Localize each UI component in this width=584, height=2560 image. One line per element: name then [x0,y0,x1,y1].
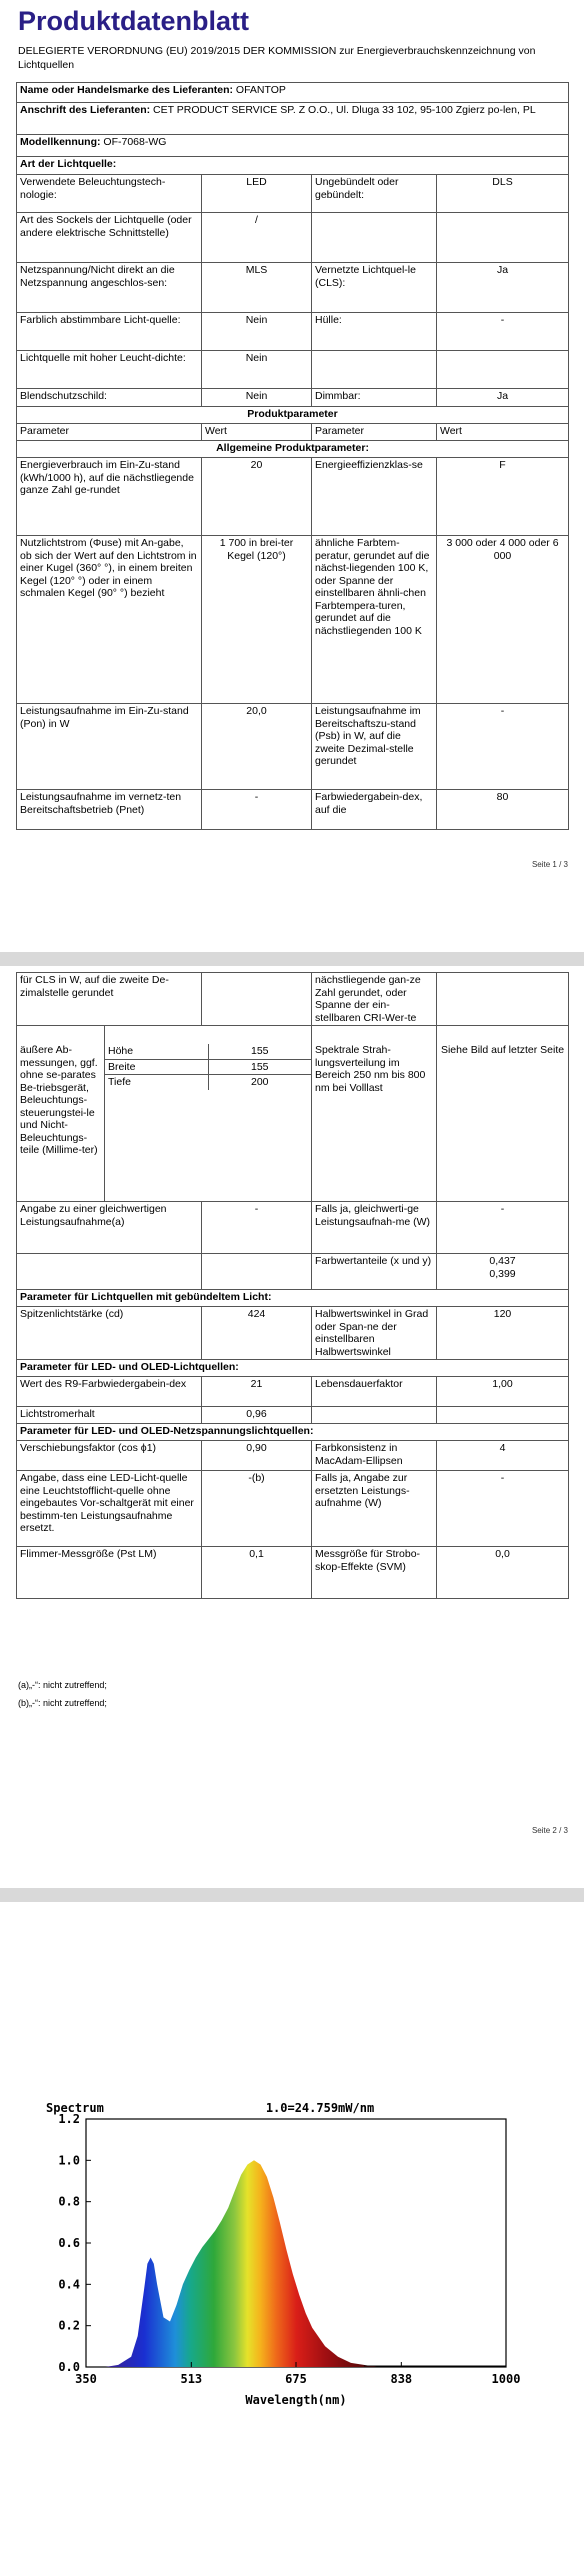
chroma-x: 0,437 [489,1255,516,1267]
regulation-intro: DELEGIERTE VERORDNUNG (EU) 2019/2015 DER KOMMISSION zur Energieverbrauchskennzeichnung von Lichtquellen [18,45,536,71]
dimension-key: Höhe [105,1044,208,1059]
cell-value-right [437,213,569,263]
dimensions-row [17,1026,569,1202]
params-table-continued [16,972,569,1599]
cell-label: Flimmer-Messgröße (Pst LM) [17,1547,202,1599]
type-row [17,389,569,407]
address-row [17,103,569,135]
cell-label: Art des Sockels der Lichtquelle (oder andere elektrische Schnittstelle) [17,213,202,263]
cell-value-right: 80 [437,790,569,830]
column-header: Parameter [312,424,437,441]
cell-label: Netzspannung/Nicht direkt an die Netzspannung angeschlos-sen: [17,263,202,313]
cell-label: Spitzenlichtstärke (cd) [17,1307,202,1360]
spectral-label: Spektrale Strah-lungsverteilung im Bereich 250 nm bis 800 nm bei Volllast [312,1026,437,1202]
cell-value-right: - [437,1471,569,1547]
cell-label-right: ähnliche Farbtem-peratur, gerundet auf die nächst-liegenden 100 K, oder Spanne der einstellbaren ähnli-chen Farbtempera-turen, gerundet auf die nächstliegenden 100 K [312,536,437,704]
cell-label-right: Messgröße für Strobo-skop-Effekte (SVM) [312,1547,437,1599]
supplier-value: OFANTOP [235,84,286,96]
page-number: Seite 2 / 3 [531,1826,568,1835]
param-row [17,1407,569,1424]
cell-value: -(b) [202,1471,312,1547]
cell-value: 20,0 [202,704,312,790]
dimension-row [105,1044,311,1059]
general-header: Allgemeine Produktparameter: [17,441,569,458]
cell-value-right [437,973,569,1026]
param-row [17,1377,569,1407]
page-2 [0,966,584,1888]
model-row [17,135,569,157]
footnote-a: (a)„-“: nicht zutreffend; [18,1680,107,1690]
cell-value: - [202,1202,312,1254]
spectrum-area-layer [105,2160,506,2367]
cell-value: MLS [202,263,312,313]
x-tick-label: 675 [285,2372,307,2386]
cell-label: Nutzlichtstrom (Φuse) mit An-gabe, ob sich der Wert auf den Lichtstrom in einer Kugel (360° °), in einem breiten Kegel (120° °) oder in einem schmalen Kegel (90° °) bezieht [17,536,202,704]
cell-value-right [437,1254,569,1290]
cell-label: Leistungsaufnahme im Ein-Zu-stand (Pon) in W [17,704,202,790]
param-row [17,1307,569,1360]
y-tick-label: 0.6 [58,2236,80,2250]
cell-value-right: - [437,1202,569,1254]
cell-value: 20 [202,458,312,536]
cell-value-right: DLS [437,175,569,213]
cell-label: Angabe zu einer gleichwertigen Leistungsaufnahme(a) [17,1202,202,1254]
cell-label-right: Halbwertswinkel in Grad oder Span-ne der einstellbaren Halbwertswinkel [312,1307,437,1360]
cell-label-right: Vernetzte Lichtquel-le (CLS): [312,263,437,313]
page-number: Seite 1 / 3 [531,860,568,869]
cell-label: Verschiebungsfaktor (cos ϕ1) [17,1441,202,1471]
page-title: Produktdatenblatt [18,6,250,36]
param-row [17,790,569,830]
address-label: Anschrift des Lieferanten: [20,104,151,116]
spectrum-chart [0,2094,584,2434]
cell-value: 0,1 [202,1547,312,1599]
type-row [17,313,569,351]
cell-label: für CLS in W, auf die zweite De-zimalstelle gerundet [17,973,202,1026]
cell-label-right: Energieeffizienzklas-se [312,458,437,536]
cell-value-right: 120 [437,1307,569,1360]
page-3 [0,1902,584,2560]
param-row [17,704,569,790]
cell-label-right: Leistungsaufnahme im Bereitschaftszu-stand (Psb) in W, auf die zweite Dezimal-stelle gerundet [312,704,437,790]
cell-value: Nein [202,389,312,407]
chroma-y: 0,399 [489,1267,516,1280]
type-header: Art der Lichtquelle: [17,157,569,175]
cell-label-right: Farbkonsistenz in MacAdam-Ellipsen [312,1441,437,1471]
param-header: Produktparameter [17,407,569,424]
y-tick-label: 0.8 [58,2194,80,2209]
type-row [17,263,569,313]
column-header: Wert [202,424,312,441]
y-tick-label: 1.0 [58,2153,80,2168]
cell-label-right [312,1407,437,1424]
column-header: Parameter [17,424,202,441]
cell-value: 0,96 [202,1407,312,1424]
dimension-value: 155 [208,1044,311,1059]
page-1 [0,0,584,952]
x-tick-label: 1000 [491,2372,521,2386]
param-row [17,1547,569,1599]
cell-value-right: Ja [437,389,569,407]
led-header: Parameter für LED- und OLED-Lichtquellen: [17,1360,569,1377]
y-tick-label: 0.0 [58,2360,80,2374]
cell-label: Verwendete Beleuchtungstech-nologie: [17,175,202,213]
spectral-value: Siehe Bild auf letzter Seite [437,1026,569,1202]
cell-label: Lichtquelle mit hoher Leucht-dichte: [17,351,202,389]
cell-value: 21 [202,1377,312,1407]
cell-label-right: nächstliegende gan-ze Zahl gerundet, oder Spanne der ein-stellbaren CRI-Wer-te [312,973,437,1026]
cell-label-right [312,213,437,263]
param-row [17,536,569,704]
dimension-row [105,1075,311,1090]
cell-value-right: 0,0 [437,1547,569,1599]
column-header: Wert [437,424,569,441]
cell-label-right: Farbwiedergabein-dex, auf die [312,790,437,830]
cell-label-right: Lebensdauerfaktor [312,1377,437,1407]
cell-label-right: Falls ja, Angabe zur ersetzten Leistungs-aufnahme (W) [312,1471,437,1547]
cell-label: Farblich abstimmbare Licht-quelle: [17,313,202,351]
cell-value-right: - [437,313,569,351]
cell-label-right [312,351,437,389]
cell-value: - [202,790,312,830]
x-tick-label: 350 [75,2372,97,2386]
type-row [17,175,569,213]
cell-label: Energieverbrauch im Ein-Zu-stand (kWh/1000 h), auf die nächstliegende ganze Zahl ge-rundet [17,458,202,536]
param-row [17,1254,569,1290]
cell-value-right: - [437,704,569,790]
dimension-key: Breite [105,1059,208,1075]
x-tick-label: 513 [180,2372,203,2386]
footnote-b: (b)„-“: nicht zutreffend; [18,1698,107,1708]
param-row [17,1441,569,1471]
cell-value-right [437,351,569,389]
cell-value: Nein [202,351,312,389]
type-row [17,351,569,389]
param-row [17,1202,569,1254]
cell-value-right: 3 000 oder 4 000 oder 6 000 [437,536,569,704]
dimension-value: 200 [208,1075,311,1090]
model-value: OF-7068-WG [103,136,167,148]
cell-value: 1 700 in brei-ter Kegel (120°) [202,536,312,704]
cell-label-right: Farbwertanteile (x und y) [312,1254,437,1290]
cell-label [17,1254,202,1290]
type-row [17,213,569,263]
dimensions-label: äußere Ab-messungen, ggf. ohne se-parates Be-triebsgerät, Beleuchtungs-steuerungstei-le und Nicht-Beleuchtungs-teile (Millime-ter) [17,1026,105,1202]
y-tick-label: 0.4 [58,2277,80,2292]
dimensions-table [105,1044,311,1090]
cell-label: Angabe, dass eine LED-Licht-quelle eine Leuchtstofflicht-quelle ohne eingebautes Vor-schaltgerät mit einer bestimm-ten Leistungsaufnahme ersetzt. [17,1471,202,1547]
y-tick-label: 0.2 [58,2318,80,2333]
directional-header: Parameter für Lichtquellen mit gebündeltem Licht: [17,1290,569,1307]
cell-label-right: Falls ja, gleichwerti-ge Leistungsaufnah-me (W) [312,1202,437,1254]
dimensions-cell [105,1026,312,1202]
y-tick-label: 1.2 [58,2112,80,2126]
cell-value [202,1254,312,1290]
cell-value: / [202,213,312,263]
cell-label-right: Dimmbar: [312,389,437,407]
cell-value-right: F [437,458,569,536]
column-header-row [17,424,569,441]
address-value: CET PRODUCT SERVICE SP. Z O.O., Ul. Dluga 33 102, 95-100 Zgierz po-len, PL [153,104,536,116]
supplier-row [17,83,569,103]
x-axis-label: Wavelength(nm) [245,2393,347,2407]
chart-annotation: 1.0=24.759mW/nm [265,2101,375,2115]
cell-value: 0,90 [202,1441,312,1471]
model-label: Modellkennung: [20,136,101,148]
cell-value-right: 1,00 [437,1377,569,1407]
cell-label: Lichtstromerhalt [17,1407,202,1424]
cell-label: Blendschutzschild: [17,389,202,407]
dimension-value: 155 [208,1059,311,1075]
cell-value-right [437,1407,569,1424]
param-row [17,1471,569,1547]
param-row [17,458,569,536]
cell-value-right: Ja [437,263,569,313]
param-row [17,973,569,1026]
dimension-key: Tiefe [105,1075,208,1090]
cell-value: LED [202,175,312,213]
supplier-label: Name oder Handelsmarke des Lieferanten: [20,84,233,96]
supplier-table [16,82,569,830]
cell-value: Nein [202,313,312,351]
cell-label-right: Ungebündelt oder gebündelt: [312,175,437,213]
cell-label-right: Hülle: [312,313,437,351]
cell-value: 424 [202,1307,312,1360]
cell-value-right: 4 [437,1441,569,1471]
chart-title: Spectrum [46,2101,104,2115]
mains-header: Parameter für LED- und OLED-Netzspannungslichtquellen: [17,1424,569,1441]
dimension-row [105,1059,311,1075]
spectrum-area [105,2160,376,2367]
cell-label: Leistungsaufnahme im vernetz-ten Bereitschaftsbetrieb (Pnet) [17,790,202,830]
x-tick-label: 838 [390,2372,413,2386]
cell-value [202,973,312,1026]
cell-label: Wert des R9-Farbwiedergabein-dex [17,1377,202,1407]
